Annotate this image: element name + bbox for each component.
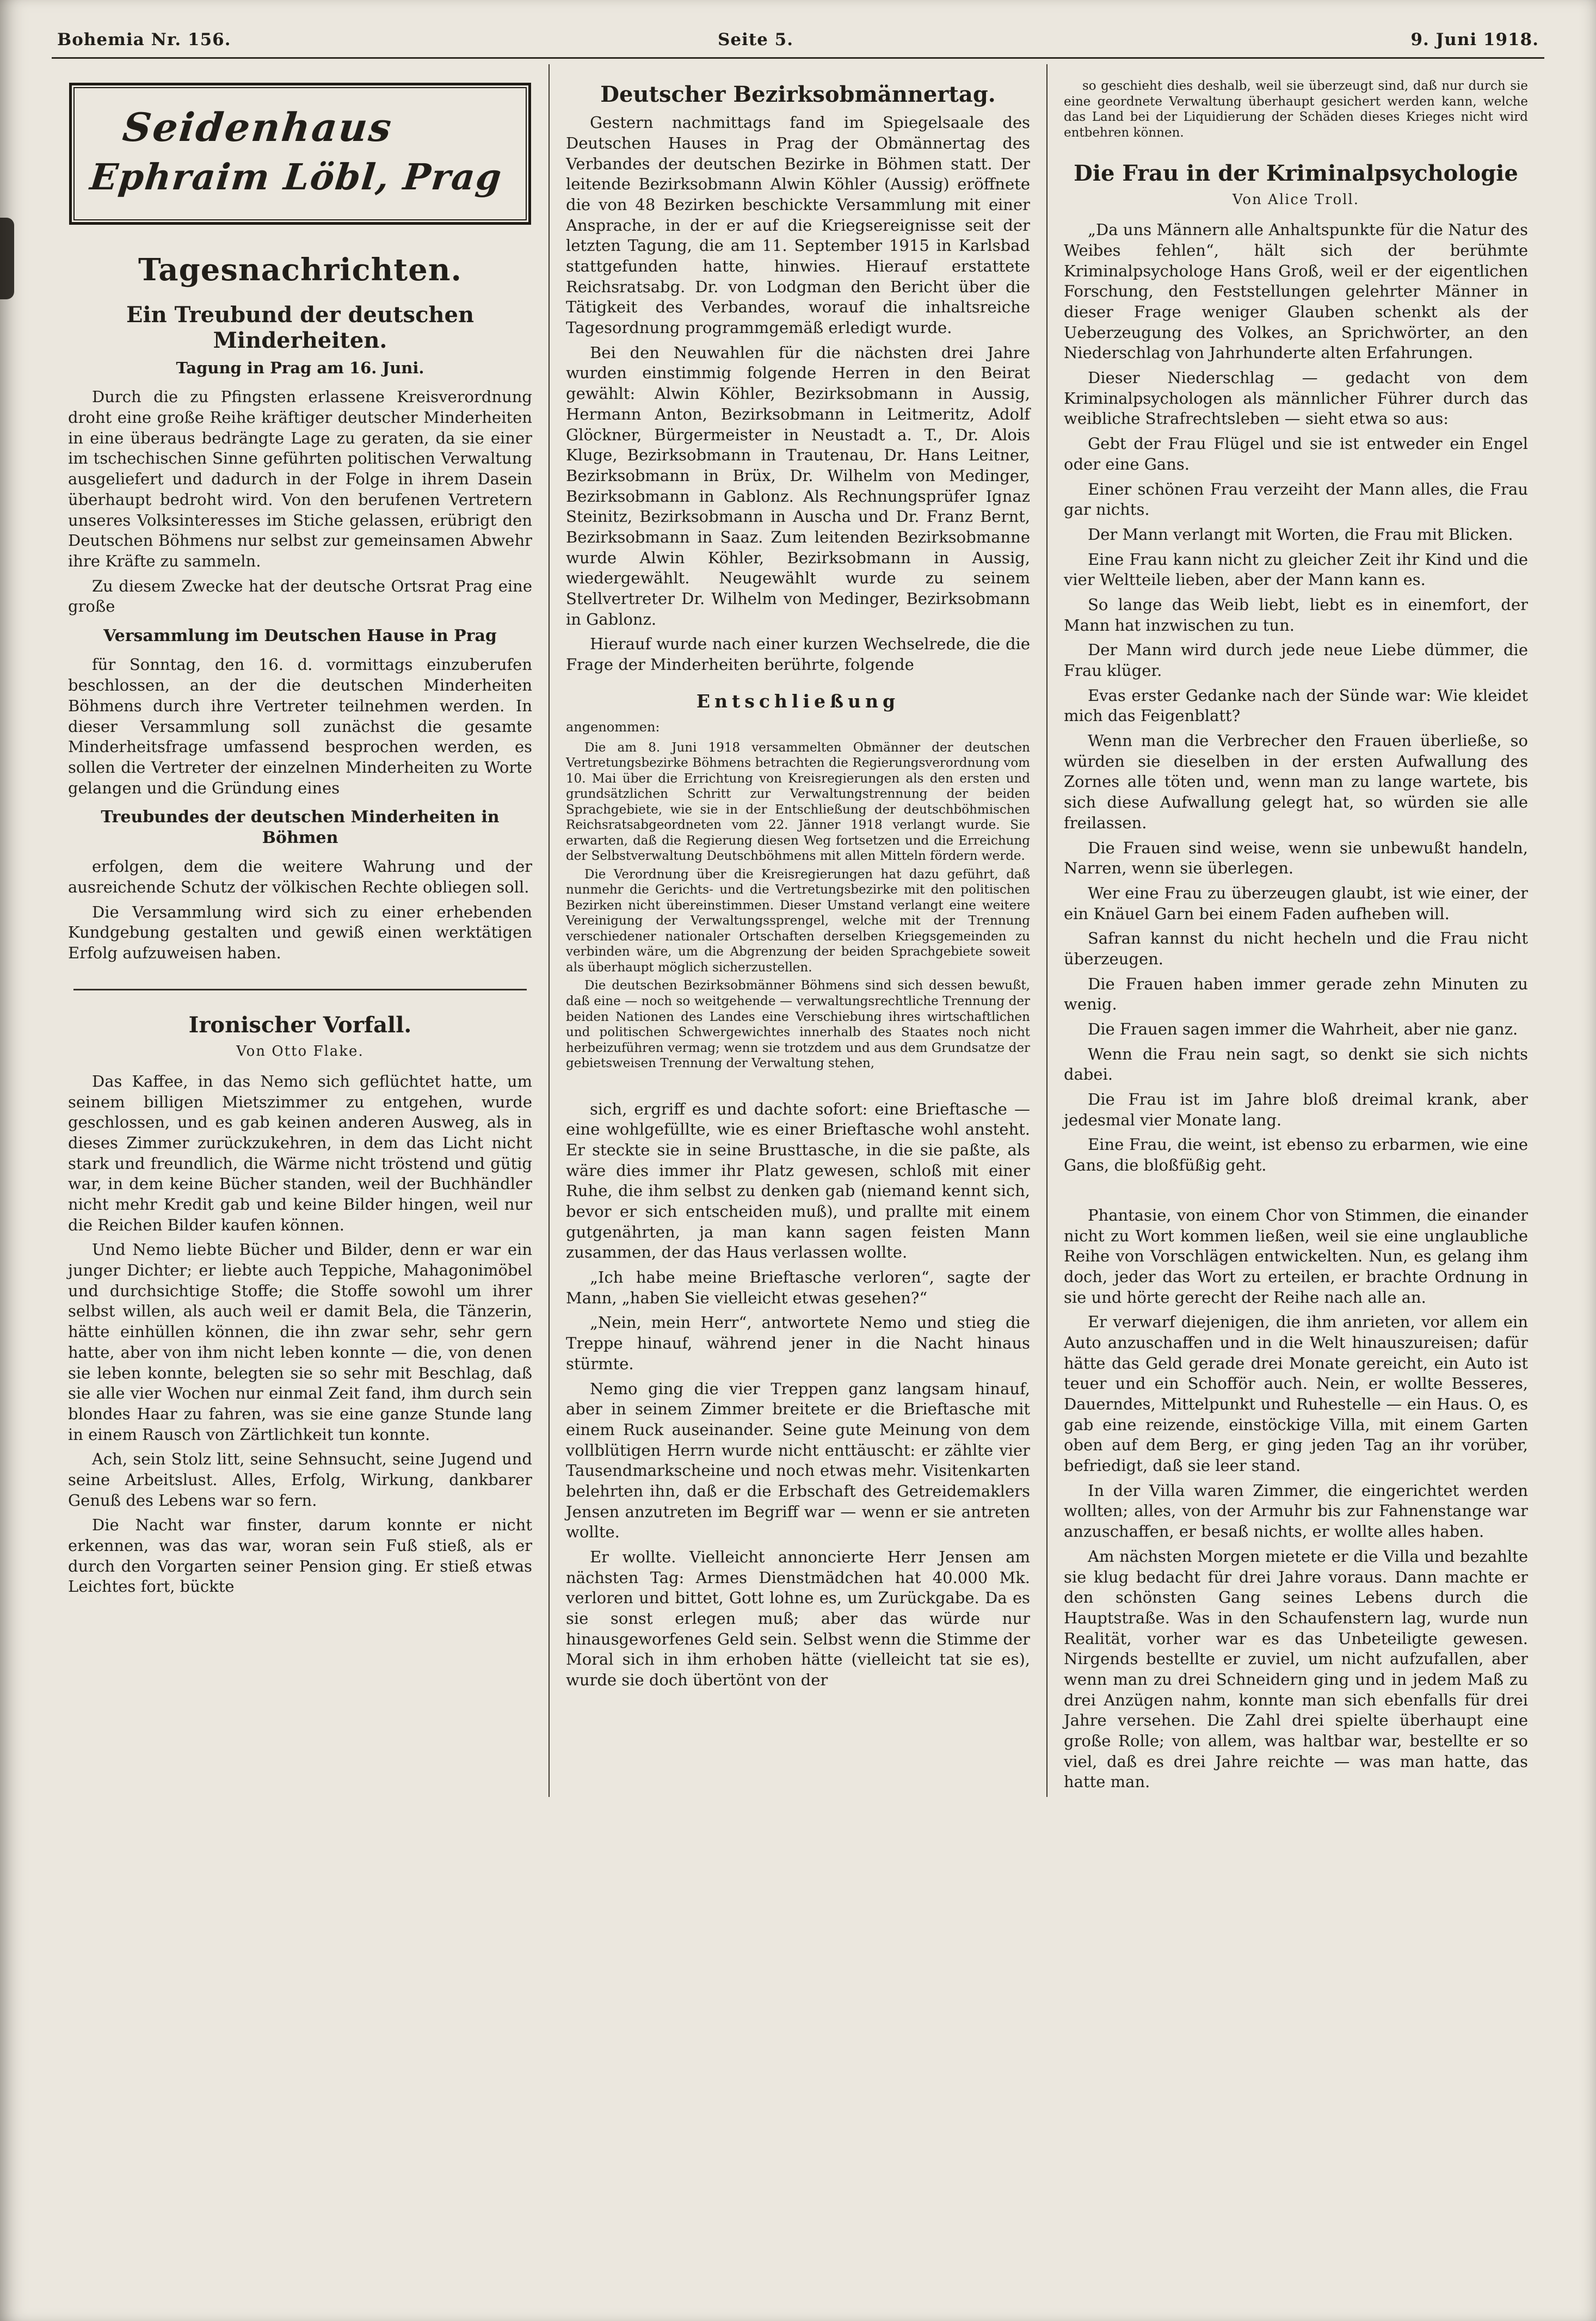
paragraph: Ach, sein Stolz litt, seine Sehnsucht, seine Jugend und seine Arbeitslust. Alles, Erfolg, Wirkung, dankbarer Genuß des Lebens war so fern. bbox=[68, 1450, 532, 1510]
emphasis-treubund: Treubundes der deutschen Minderheiten in Böhmen bbox=[101, 808, 500, 847]
paragraph: Wenn man die Verbrecher den Frauen überließe, so würden sie dieselben in der ersten Aufwallung des Zornes alle töten und, wenn man zu lange wartete, bis sich diese Aufwallung gelegt hat, so würden sie alle freilassen. bbox=[1064, 731, 1528, 832]
article-body bbox=[68, 655, 532, 798]
paragraph: für Sonntag, den 16. d. vormittags einzuberufen beschlossen, an der die deutschen Minderheiten Böhmens durch ihre Vertreter teilnehmen werden. In dieser Versammlung soll zunächst die gesamte Minderheitsfrage umfassend besprochen werden, es sollen die Vertreter der einzelnen Minderheiten zu Worte gelangen und die Gründung eines bbox=[68, 655, 532, 797]
column-layout bbox=[52, 64, 1544, 1797]
paragraph: Eine Frau kann nicht zu gleicher Zeit ihr Kind und die vier Weltteile lieben, aber der Mann kann es. bbox=[1064, 550, 1528, 589]
spacer bbox=[1064, 143, 1528, 157]
paragraph: Hierauf wurde nach einer kurzen Wechselrede, die die Frage der Minderheiten berührte, folgende bbox=[566, 635, 1030, 674]
section-title: Tagesnachrichten. bbox=[138, 252, 463, 288]
paragraph: Safran kannst du nicht hecheln und die Frau nicht überzeugen. bbox=[1064, 929, 1528, 968]
scan-artifact bbox=[0, 218, 14, 299]
paragraph: so geschieht dies deshalb, weil sie überzeugt sind, daß nur durch sie eine geordnete Verwaltung überhaupt gesichert werden kann, welche das Land bei der Liquidierung der Schäden dieses Krieges nicht wird entbehren können. bbox=[1064, 79, 1528, 140]
paragraph: sich, ergriff es und dachte sofort: eine Brieftasche — eine wohlgefüllte, wie es einer Brieftasche wohl ansteht. Er steckte sie in seine Brusttasche, in die sie paßte, als wäre dies immer ihr Platz gewesen, schloß mit einer Ruhe, die ihm selbst zu denken gab (niemand kennt sich, bevor er sich entscheiden muß), und prallte mit einem gutgenährten, ja man kann sagen feisten Mann zusammen, der das Haus verlassen wollte. bbox=[566, 1099, 1030, 1262]
paragraph: Wer eine Frau zu überzeugen glaubt, ist wie einer, der ein Knäuel Garn bei einem Faden aufheben will. bbox=[1064, 883, 1528, 923]
paragraph: Und Nemo liebte Bücher und Bilder, denn er war ein junger Dichter; er liebte auch Teppiche, Mahagonimöbel und durchsichtige Stoffe; die Stoffe sowohl um ihrer selbst willen, als auch weil er damit Bela, die Tänzerin, hätte einhüllen können, die ihn zwar sehr, sehr gern hatte, aber von ihm nicht leben konnte — die, von denen sie leben konnte, belegten sie so sehr mit Beschlag, daß sie alle vier Wochen nur einmal Zeit fand, ihm durch sein blondes Haar zu fahren, was sie eine ganze Stunde lang in einem Rausch von Zärtlichkeit tun konnte. bbox=[68, 1240, 532, 1444]
story-body bbox=[68, 1072, 532, 1597]
paragraph: Die Frauen haben immer gerade zehn Minuten zu wenig. bbox=[1064, 974, 1528, 1014]
paragraph: Die deutschen Bezirksobmänner Böhmens sind sich dessen bewußt, daß eine — noch so weitgehende — verwaltungsrechtliche Trennung der beiden Nationen des Landes eine Verschiebung ihres wirtschaftlichen und politischen Schwergewichtes innerhalb des Staates noch nicht herbeizuführen vermag; wenn sie trotzdem und aus dem Grundsatze der gebietsweisen Trennung der Verwaltung stehen, bbox=[566, 978, 1030, 1071]
ad-owner-city: Ephraim Löbl, Prag bbox=[88, 156, 504, 198]
paragraph: Die Nacht war finster, darum konnte er nicht erkennen, was das war, woran sein Fuß stieß, als er durch den Vorgarten seiner Pension ging. Er stieß etwas Leichtes fort, bückte bbox=[68, 1516, 532, 1596]
resolution-title: Entschließung bbox=[696, 690, 900, 712]
article-byline-frau: Von Alice Troll. bbox=[1233, 192, 1359, 208]
spacer bbox=[566, 1074, 1030, 1099]
column-2 bbox=[549, 64, 1046, 1797]
emphasis-versammlung: Versammlung im Deutschen Hause in Prag bbox=[103, 626, 497, 645]
story-continuation bbox=[1064, 1205, 1528, 1793]
paragraph: Die Verordnung über die Kreisregierungen hat dazu geführt, daß nunmehr die Gerichts- und die Vertretungsbezirke mit den politischen Bezirken nicht übereinstimmen. Dieser Umstand verlangt eine weitere Vereinigung der Verwaltungssprengel, welche mit der Trennung verschiedener nationaler Ortschaften derselben Kriegsgemeinden zu verbinden wäre, um die Abgrenzung der beiden Sprachgebiete soweit als überhaupt möglich sicherzustellen. bbox=[566, 867, 1030, 975]
page-number: Seite 5. bbox=[717, 30, 794, 50]
paragraph: Am nächsten Morgen mietete er die Villa und bezahlte sie klug bedacht für drei Jahre voraus. Dann machte er den schönsten Gang seines Lebens durch die Hauptstraße. Was in den Schaufenstern lag, wurde nun Realität, vorher war es das Unbeteiligte gewesen. Nirgends bestellte er zuviel, um nicht aufzufallen, aber wenn man zu drei Schneidern ging und in jedem Maß zu drei Anzügen nahm, konnte man sich ebenfalls für drei Jahre versehen. Die Zahl drei spielte überhaupt eine große Rolle; von allem, was haltbar war, bestellte er so viel, daß es drei Jahre reichte — was man hatte, das hatte man. bbox=[1064, 1547, 1528, 1791]
paragraph: So lange das Weib liebt, liebt es in einemfort, der Mann hat inzwischen zu tun. bbox=[1064, 595, 1528, 635]
article-title-treubund: Ein Treubund der deutschen Minderheiten. bbox=[126, 302, 475, 354]
paragraph: Gestern nachmittags fand im Spiegelsaale des Deutschen Hauses in Prag der Obmännertag des Verbandes der deutschen Bezirke in Böhmen statt. Der leitende Bezirksobmann Alwin Köhler (Aussig) eröffnete die von 48 Bezirken beschickte Versammlung mit einer Ansprache, in der er auf die Kriegsereignisse seit der letzten Tagung, die am 11. September 1915 in Karlsbad stattgefunden hatte, hinwies. Hierauf erstattete Reichsratsabg. Dr. von Lodgman den Bericht über die Tätigkeit des Verbandes, worauf die inhaltsreiche Tagesordnung programmgemäß erledigt wurde. bbox=[566, 113, 1030, 337]
paragraph: Das Kaffee, in das Nemo sich geflüchtet hatte, um seinem billigen Mietszimmer zu entgehen, wurde geschlossen, und es gab keinen anderen Ausweg, als in dieses Zimmer zurückzukehren, in dem das Licht nicht stark und freundlich, die Wärme nicht tröstend und gütig war, in dem keine Bücher standen, weil der Buchhändler nicht mehr Kredit gab und keine Bilder hingen, weil nur die Reichen Bilder kaufen können. bbox=[68, 1072, 532, 1234]
edition-label: Bohemia Nr. 156. bbox=[57, 30, 231, 50]
paragraph: Die Frauen sagen immer die Wahrheit, aber nie ganz. bbox=[1088, 1020, 1518, 1038]
paragraph: Einer schönen Frau verzeiht der Mann alles, die Frau gar nichts. bbox=[1064, 479, 1528, 519]
paragraph: Eine Frau, die weint, ist ebenso zu erbarmen, wie eine Gans, die bloßfüßig geht. bbox=[1064, 1135, 1528, 1175]
paragraph: „Da uns Männern alle Anhaltspunkte für die Natur des Weibes fehlen“, hält sich der berühmte Kriminalpsychologe Hans Groß, weil er der eigentlichen Forschung, den Feststellungen gelehrter Männer in dieser Frage weniger Glauben schenkt als der Ueberzeugung des Volkes, an Sprichwörter, an den Niederschlag von Jahrhunderte alten Erfahrungen. bbox=[1064, 220, 1528, 362]
paragraph: Die Frau ist im Jahre bloß dreimal krank, aber jedesmal vier Monate lang. bbox=[1064, 1090, 1528, 1129]
date-label: 9. Juni 1918. bbox=[1410, 30, 1539, 50]
page-header bbox=[52, 30, 1544, 59]
section-divider bbox=[73, 989, 527, 990]
article-subtitle-tagung: Tagung in Prag am 16. Juni. bbox=[176, 359, 424, 378]
article-title-obmaennertag: Deutscher Bezirksobmännertag. bbox=[600, 82, 996, 107]
paragraph: Zu diesem Zwecke hat der deutsche Ortsrat Prag eine große bbox=[68, 576, 532, 616]
resolution-intro: angenommen: bbox=[566, 719, 660, 735]
paragraph: Die am 8. Juni 1918 versammelten Obmänner der deutschen Vertretungsbezirke Böhmens betrachten die Regierungsverordnung vom 10. Mai über die Errichtung von Kreisregierungen als den ersten und grundsätzlichen Schritt zur Verwaltungstrennung der beiden Sprachgebiete, wie sie in der Entschließung der deutschböhmischen Reichsratsabgeordneten vom 22. Jänner 1918 verlangt wurde. Sie erwarten, daß die Regierung diesen Weg fortsetzen und die Erreichung der Selbstverwaltung Deutschböhmens mit allen Mitteln fördern werde. bbox=[566, 740, 1030, 864]
paragraph: Die Versammlung wird sich zu einer erhebenden Kundgebung gestalten und gewiß einen werktätigen Erfolg aufzuweisen haben. bbox=[68, 902, 532, 962]
advertisement-box bbox=[69, 83, 531, 225]
article-body bbox=[68, 857, 532, 963]
paragraph: Nemo ging die vier Treppen ganz langsam hinauf, aber in seinem Zimmer breitete er die Brieftasche mit einem Ruck auseinander. Seine gute Meinung von dem vollblütigen Herrn wurde nicht enttäuscht: er zählte vier Tausendmarkscheine und noch etwas mehr. Visitenkarten belehrten ihn, daß er die Erbschaft des Getreidemaklers Jensen anzutreten im Begriff war — wenn er sie antreten wollte. bbox=[566, 1379, 1030, 1542]
paragraph: Phantasie, von einem Chor von Stimmen, die einander nicht zu Wort kommen ließen, weil sie eine unglaubliche Reihe von Vorschlägen entwickelten. Nun, es gelang ihm doch, jeder das Wort zu erteilen, er brachte Ordnung in sie und hörte gerecht der Reihe nach alle an. bbox=[1064, 1205, 1528, 1307]
article-title-frau: Die Frau in der Kriminalpsychologie bbox=[1074, 161, 1518, 187]
paragraph: „Ich habe meine Brieftasche verloren“, sagte der Mann, „haben Sie vielleicht etwas gesehen?“ bbox=[566, 1268, 1030, 1307]
ad-store-name: Seidenhaus bbox=[120, 104, 396, 150]
resolution-body bbox=[566, 740, 1030, 1072]
paragraph: Wenn die Frau nein sagt, so denkt sie sich nichts dabei. bbox=[1064, 1044, 1528, 1084]
paragraph: Bei den Neuwahlen für die nächsten drei Jahre wurden einstimmig folgende Herren in den Beirat gewählt: Alwin Köhler, Bezirksobmann in Aussig, Hermann Anton, Bezirksobmann in Leitmeritz, Adolf Glöckner, Bürgermeister in Neustadt a. T., Dr. Alois Kluge, Bezirksobmann in Trautenau, Dr. Hans Leitner, Bezirksobmann in Brüx, Dr. Wilhelm von Medinger, Bezirksobmann in Gablonz. Als Rechnungsprüfer Ignaz Steinitz, Bezirksobmann in Auscha und Dr. Franz Bernt, Bezirksobmann in Saaz. Zum leitenden Bezirksobmanne wurde Alwin Köhler, Bezirksobmann in Aussig, wiedergewählt. Neugewählt wurde zu seinem Stellvertreter Dr. Wilhelm von Medinger, Bezirksobmann in Gablonz. bbox=[566, 343, 1030, 629]
paragraph: Die Frauen sind weise, wenn sie unbewußt handeln, Narren, wenn sie überlegen. bbox=[1064, 838, 1528, 878]
story-continuation bbox=[566, 1099, 1030, 1691]
paragraph: In der Villa waren Zimmer, die eingerichtet werden wollten; alles, von der Armuhr bis zur Fahnenstange war anzuschaffen, er besaß nichts, er wollte alles haben. bbox=[1064, 1481, 1528, 1541]
column-3 bbox=[1046, 64, 1544, 1797]
paragraph: Dieser Niederschlag — gedacht von dem Kriminalpsychologen als männlicher Führer durch das weibliche Strafrechtsleben — sieht etwa so aus: bbox=[1064, 368, 1528, 428]
story-byline: Von Otto Flake. bbox=[236, 1043, 364, 1060]
resolution-continuation bbox=[1064, 78, 1528, 140]
article-body bbox=[566, 113, 1030, 675]
article-body bbox=[1064, 220, 1528, 1176]
paragraph: Evas erster Gedanke nach der Sünde war: Wie kleidet mich das Feigenblatt? bbox=[1064, 686, 1528, 725]
paragraph: erfolgen, dem die weitere Wahrung und der ausreichende Schutz der völkischen Rechte obliegen soll. bbox=[68, 857, 532, 896]
paragraph: Er verwarf diejenigen, die ihm anrieten, vor allem ein Auto anzuschaffen und in die Welt hinauszureisen; dafür hätte das Geld gerade drei Monate gereicht, ein Auto ist teuer und ein Schofför auch. Nein, er wollte Besseres, Dauerndes, Mittelpunkt und Ruhestelle — ein Haus. O, es gab eine reizende, einstöckige Villa, mit einem Garten oben auf dem Berg, er ging jeden Tag an ihr vorüber, befriedigt, daß sie leer stand. bbox=[1064, 1313, 1528, 1475]
paragraph: „Nein, mein Herr“, antwortete Nemo und stieg die Treppe hinauf, während jener in die Nacht hinaus stürmte. bbox=[566, 1313, 1030, 1373]
paragraph: Gebt der Frau Flügel und sie ist entweder ein Engel oder eine Gans. bbox=[1064, 434, 1528, 473]
spacer bbox=[1064, 1180, 1528, 1205]
paragraph: Durch die zu Pfingsten erlassene Kreisverordnung droht eine große Reihe kräftiger deutscher Minderheiten in eine überaus bedrängte Lage zu geraten, da sie einer im tschechischen Sinne geführten politischen Verwaltung ausgeliefert und dadurch in der Folge in ihrem Dasein überhaupt bedroht wird. Von den berufenen Vertretern unseres Volksinteresses im Stiche gelassen, erübrigt den Deutschen Böhmens nur selbst zur gemeinsamen Abwehr ihre Kräfte zu sammeln. bbox=[68, 387, 532, 570]
paragraph: Er wollte. Vielleicht annoncierte Herr Jensen am nächsten Tag: Armes Dienstmädchen hat 40.000 Mk. verloren und bittet, Gott lohne es, um Zurückgabe. Da es sie sonst erlegen muß; aber das würde nur hinausgeworfenes Geld sein. Selbst wenn die Stimme der Moral sich in ihm erhoben hätte (vielleicht tat sie es), wurde sie doch übertönt von der bbox=[566, 1548, 1030, 1690]
story-title: Ironischer Vorfall. bbox=[188, 1012, 412, 1038]
paragraph: Der Mann verlangt mit Worten, die Frau mit Blicken. bbox=[1088, 525, 1513, 544]
column-1 bbox=[52, 64, 549, 1797]
article-body bbox=[68, 387, 532, 617]
paragraph: Der Mann wird durch jede neue Liebe dümmer, die Frau klüger. bbox=[1064, 641, 1528, 680]
